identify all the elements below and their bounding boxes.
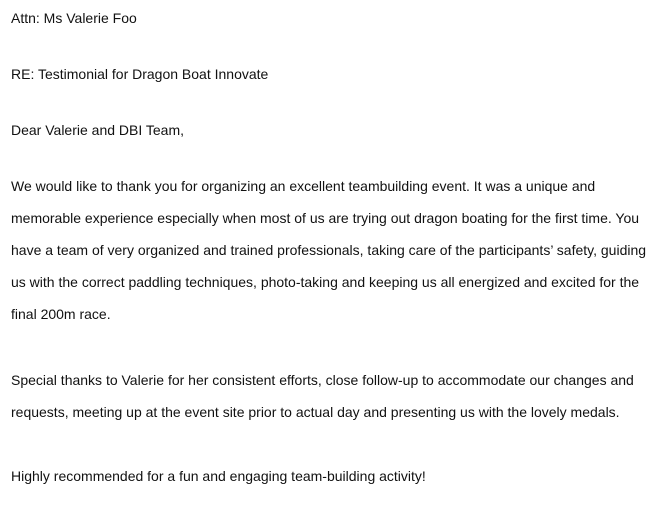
paragraph-special-thanks (11, 364, 634, 428)
attention-line: Attn: Ms Valerie Foo (11, 10, 137, 26)
salutation: Dear Valerie and DBI Team, (11, 122, 185, 138)
paragraph-thanks (11, 170, 646, 330)
closing-line: Highly recommended for a fun and engaging team-building activity! (11, 468, 426, 484)
subject-line: RE: Testimonial for Dragon Boat Innovate (11, 66, 269, 82)
paragraph-line: us with the correct paddling techniques, photo-taking and keeping us all energized and excited for the (11, 274, 640, 290)
paragraph-line: We would like to thank you for organizing an excellent teambuilding event. It was a unique and (11, 178, 596, 194)
paragraph-line: have a team of very organized and trained professionals, taking care of the participants’ safety, guiding (11, 242, 647, 258)
paragraph-line: Special thanks to Valerie for her consistent efforts, close follow-up to accommodate our changes and (11, 372, 634, 388)
paragraph-line: final 200m race. (11, 306, 111, 322)
paragraph-line: requests, meeting up at the event site prior to actual day and presenting us with the lovely medals. (11, 404, 620, 420)
paragraph-line: memorable experience especially when most of us are trying out dragon boating for the first time. You (11, 210, 640, 226)
